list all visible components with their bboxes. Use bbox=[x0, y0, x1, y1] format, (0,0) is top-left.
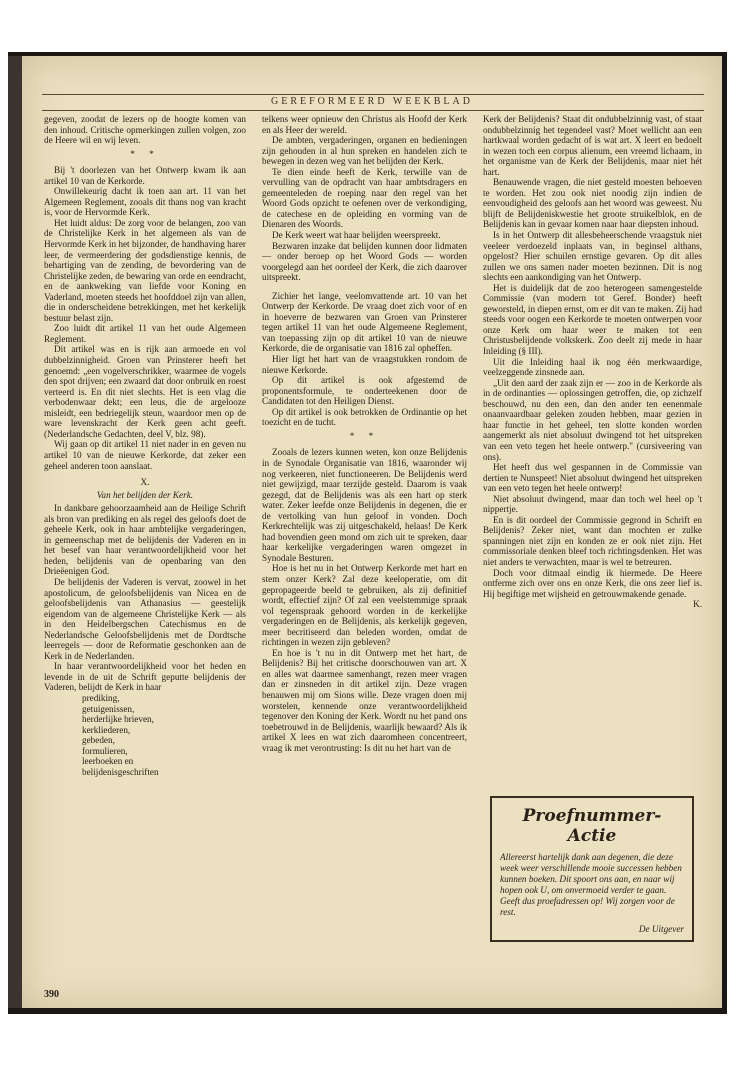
section-title: Van het belijden der Kerk. bbox=[96, 489, 194, 500]
paragraph: Onwillekeurig dacht ik toen aan art. 11 van het Algemeen Reglement, zooals dit thans nog van kracht is, voor de Hervormde Kerk. bbox=[44, 186, 246, 218]
masthead: GEREFORMEERD WEEKBLAD bbox=[271, 96, 473, 107]
section-number: X. bbox=[140, 477, 150, 488]
paragraph: Kerk der Belijdenis? Staat dit ondubbelzinnig vast, of staat ondubbelzinnig het tegendeel vast? Moet wellicht aan een hartkwaal worden gedacht of is wat art. X leert en bedoelt in wezen toch een corpus alienum, een vreemd lichaam, in het organisme van de Kerk der Belijdenis, maar niet hét hart. bbox=[483, 114, 702, 177]
paragraph: Uit die Inleiding haal ik nog één merkwaardige, veelzeggende zinsnede aan. bbox=[483, 356, 702, 378]
paragraph: Op dit artikel is ook afgestemd de proponentsformule, te onderteekenen door de Candidaten tot den Heiligen Dienst. bbox=[262, 375, 467, 407]
paragraph: En is dit oordeel der Commissie gegrond in Schrift en Belijdenis? Zeker niet, want dan mochten er zulke spanningen niet zijn en konden ze er ook niet zijn. Het commissoriale denken bleef toch richtingsdenken. Het was niet anders te verwachten, maar is wel te betreuren. bbox=[483, 514, 702, 567]
paragraph: Hier ligt het hart van de vraagstukken rondom de nieuwe Kerkorde. bbox=[262, 354, 467, 375]
paragraph: Het is duidelijk dat de zoo heterogeen samengestelde Commissie (van modern tot Geref. Bonder) heeft geworsteld, in diepen ernst, om er dit van te maken. Zij had steeds voor oogen een Kerkorde te moeten ontwerpen voor onze Kerk om haar weer te maken tot een Christusbelijdende volkskerk. Zoo deelt zij mede in haar Inleiding (§ III). bbox=[483, 282, 702, 357]
header-rule bbox=[42, 94, 704, 95]
list-item: leerboeken en bbox=[82, 756, 134, 767]
paragraph: Zoo luidt dit artikel 11 van het oude Algemeen Reglement. bbox=[44, 323, 246, 344]
paragraph: Dit artikel was en is rijk aan armoede en vol dubbelzinnigheid. Groen van Prinsterer heeft het genoemd: „een vogelverschrikker, waarmee de vogels den spot drijven; een zwaard dat door onbruik en roest verteerd is. En dit niet slechts. Het is een vlag die verbodenwaar dekt; een leus, die de argelooze misleidt, een bedriegelijk steun, waardoor men op de ware levenskracht der Kerk geen acht geeft. (Nederlandsche Gedachten, deel V, blz. 98). bbox=[44, 344, 246, 439]
paragraph: Zichier het lange, veelomvattende art. 10 van het Ontwerp der Kerkorde. De vraag doet zich voor of en in hoeverre de bezwaren van Groen van Prinsterer tegen artikel 11 van het oude Algemeene Reglement, van toepassing zijn op dit artikel 10 van de nieuwe Kerkorde, die de organisatie van 1816 zal opheffen. bbox=[262, 290, 467, 354]
author-initial: K. bbox=[693, 599, 702, 610]
newspaper-page bbox=[22, 56, 722, 1008]
paragraph: Bij 't doorlezen van het Ontwerp kwam ik aan artikel 10 van de Kerkorde. bbox=[44, 165, 246, 186]
advert-signature: De Uitgever bbox=[638, 924, 684, 934]
paragraph: telkens weer opnieuw den Christus als Hoofd der Kerk en als Heer der wereld. bbox=[262, 114, 467, 135]
proefnummer-advert bbox=[490, 796, 694, 942]
paragraph: De Kerk weert wat haar belijden weerspreekt. bbox=[272, 230, 441, 241]
paragraph: Op dit artikel is ook betrokken de Ordinantie op het toezicht en de tucht. bbox=[262, 406, 467, 428]
paragraph: „Uit den aard der zaak zijn er — zoo in de Kerkorde als in de ordinanties — oplossingen getroffen, die, op zichzelf beschouwd, nu den een, dan den ander ten eenenmale onaanvaardbaar geleken zouden hebben, maar gezien in haar functie in het geheel, ten slotte konden worden aangemerkt als niet absoluut dwingend tot het uitspreken van een veto tegen het heele ontwerp." (cursiveering van ons). bbox=[483, 377, 702, 462]
paragraph: Wij gaan op dit artikel 11 niet nader in en geven nu artikel 10 van de nieuwe Kerkorde, dat zeker een geheel anderen toon aanslaat. bbox=[44, 439, 246, 471]
paragraph: Het heeft dus wel gespannen in de Commissie van dertien te Nunspeet! Niet absoluut dwingend het uitspreken van een veto tegen het heele ontwerp! bbox=[483, 462, 702, 494]
column-3 bbox=[483, 114, 702, 610]
confession-list bbox=[82, 693, 246, 777]
advert-body: Allereerst hartelijk dank aan degenen, die deze week weer verschillende mooie successen hebben kunnen boeken. Dit spoort ons aan, en naar wij hopen ook U, om onvermoeid verder te gaan. Geeft dus proefadressen op! Wij zorgen voor de rest. bbox=[500, 852, 682, 917]
page-number: 390 bbox=[44, 989, 59, 1000]
list-item: getuigenissen, bbox=[82, 703, 135, 714]
section-divider: * * bbox=[349, 430, 380, 441]
paragraph: De ambten, vergaderingen, organen en bedieningen zijn gehouden in al hun spreken en handelen zich te bewegen in dezen weg van het belijden der Kerk. bbox=[262, 135, 467, 167]
paragraph: Hoe is het nu in het Ontwerp Kerkorde met hart en stem onzer Kerk? Zal deze keeloperatie, om dit gepropageerde beeld te gebruiken, als zij definitief wordt, effectief zijn? Of zal een veelstemmige spraak vol tegenspraak gehoord worden in de kerkelijke vergaderingen en de Belijdenis, als kerkelijk gegeven, meer becritiseerd dan beleden worden, omdat de richtingen in wezen zijn gebleven? bbox=[262, 563, 467, 648]
column-1 bbox=[44, 114, 246, 777]
paragraph: In dankbare gehoorzaamheid aan de Heilige Schrift als bron van prediking en als regel des geloofs doet de geheele Kerk, ook in haar ambtelijke vergaderingen, in gemeenschap met de belijdenis der Vaderen en in het besef van haar verantwoordelijkheid voor het heden, belijdenis van de openbaring van den Drieëenigen God. bbox=[44, 503, 246, 577]
paragraph: De belijdenis der Vaderen is vervat, zoowel in het apostolicum, de geloofsbelijdenis van Nicea en de geloofsbelijdenis van Athanasius — geestelijk eigendom van de algemeene Christelijke Kerk — als in den Heidelbergschen Catechismus en de Nederlandsche Geloofsbelijdenis met de Dordtsche leerregels — door de Reformatie geschonken aan de Kerk in de Nederlanden. bbox=[44, 576, 246, 661]
column-2 bbox=[262, 114, 467, 753]
paragraph: Is in het Ontwerp dit allesbeheerschende vraagstuk niet veeleer verdoezeld inplaats van, in beginsel althans, opgelost? Hier schuilen ernstige gevaren. Op dit alles zullen we ons samen nader moeten bezinnen. Dit is nog slechts een aankondiging van het Ontwerp. bbox=[483, 230, 702, 283]
paragraph: Benauwende vragen, die niet gesteld moesten behoeven te worden. Het zou ook niet noodig zijn indien de eenvoudigheid des geloofs aan het woord was geweest. Nu blijft de Belijdeniskwestie het groote struikelblok, en de Belijdenis kan in gevaar komen naar haar diepsten inhoud. bbox=[483, 177, 702, 230]
paragraph: Doch voor ditmaal eindig ik hiermede. De Heere ontferme zich over ons en onze Kerk, die ons zeer lief is. Hij begiftige met wijsheid en getrouwmakende genade. bbox=[483, 567, 702, 599]
paragraph: Bezwaren inzake dat belijden kunnen door lidmaten — onder beroep op het Woord Gods — worden voorgelegd aan het oordeel der Kerk, die zich daarover uitspreekt. bbox=[262, 240, 467, 283]
paragraph: Zooals de lezers kunnen weten, kon onze Belijdenis in de Synodale Organisatie van 1816, waaronder wij nog verkeeren, niet functioneeren. De Belijdenis werd niet gewijzigd, maar terzijde gesteld. Daarom is vaak gezegd, dat de Belijdenis was als een hart op sterk water. Zeker leefde onze Belijdenis in degenen, die er de vertolking van hun geloof in vonden. Doch Kerkrechtelijk was zij uitgeschakeld, helaas! De Kerk had bovendien geen mond om zich uit te spreken, daar haar kerkelijke vergaderingen waren omgezet in Synodale Besturen. bbox=[262, 447, 467, 563]
scanned-page-frame bbox=[8, 52, 727, 1014]
paragraph: En hoe is 't nu in dit Ontwerp met het hart, de Belijdenis? Bij het critische doorschouwen van art. X en alles wat daarmee samenhangt, rezen meer vragen dan er zinsneden in dit artikel zijn. Deze vragen benauwen mij om Sions wille. Deze vragen doen mij worstelen, kennende onze verantwoordelijkheid tegenover den Koning der Kerk. Wordt nu het pand ons toebetrouwd in de Belijdenis, waarlijk bewaard? Als ik artikel X lees en wat zich daaromheen concentreert, vraag ik met verontrusting: Is dit nu het hart van de bbox=[262, 647, 467, 753]
paragraph: Het luidt aldus: De zorg voor de belangen, zoo van de Christelijke Kerk in het algemeen als van de Hervormde Kerk in het bijzonder, de handhaving harer leer, de vermeerdering der godsdienstige kennis, de behartiging van de zending, de bevordering van de Christelijke zeden, de bewaring van orde en eendracht, en de aankweking van liefde voor Koning en Vaderland, moeten steeds het hoofddoel zijn van allen, die in onderscheidene betrekkingen, met het kerkelijk bestuur belast zijn. bbox=[44, 217, 246, 323]
binding-edge bbox=[8, 56, 22, 1008]
paragraph: Te dien einde heeft de Kerk, terwille van de vervulling van de opdracht van haar ambtsdragers en gemeenteleden de roeping naar den regel van het Woord Gods opzicht te oefenen over de verkondiging, de catechese en de opleiding en vorming van de Dienaren des Woords. bbox=[262, 166, 467, 230]
header-rule-bottom bbox=[42, 110, 704, 111]
advert-title: Proefnummer-Actie bbox=[522, 806, 662, 846]
paragraph: gegeven, zoodat de lezers op de hoogte komen van den inhoud. Critische opmerkingen zullen volgen, zoo de Heere wil en wij leven. bbox=[44, 114, 246, 146]
list-item: kerkliederen, bbox=[82, 724, 131, 735]
list-item: herderlijke brieven, bbox=[82, 714, 154, 725]
list-item: prediking, bbox=[82, 692, 120, 703]
list-item: belijdenisgeschriften bbox=[82, 766, 159, 777]
paragraph: In haar verantwoordelijkheid voor het heden en levende in de uit de Schrift geputte belijdenis der Vaderen, belijdt de Kerk in haar bbox=[44, 661, 246, 693]
list-item: formulieren, bbox=[82, 745, 128, 756]
paragraph: Niet absoluut dwingend, maar dan toch wel heel op 't nippertje. bbox=[483, 493, 702, 515]
section-divider: * * bbox=[130, 148, 160, 159]
list-item: gebeden, bbox=[82, 735, 115, 746]
